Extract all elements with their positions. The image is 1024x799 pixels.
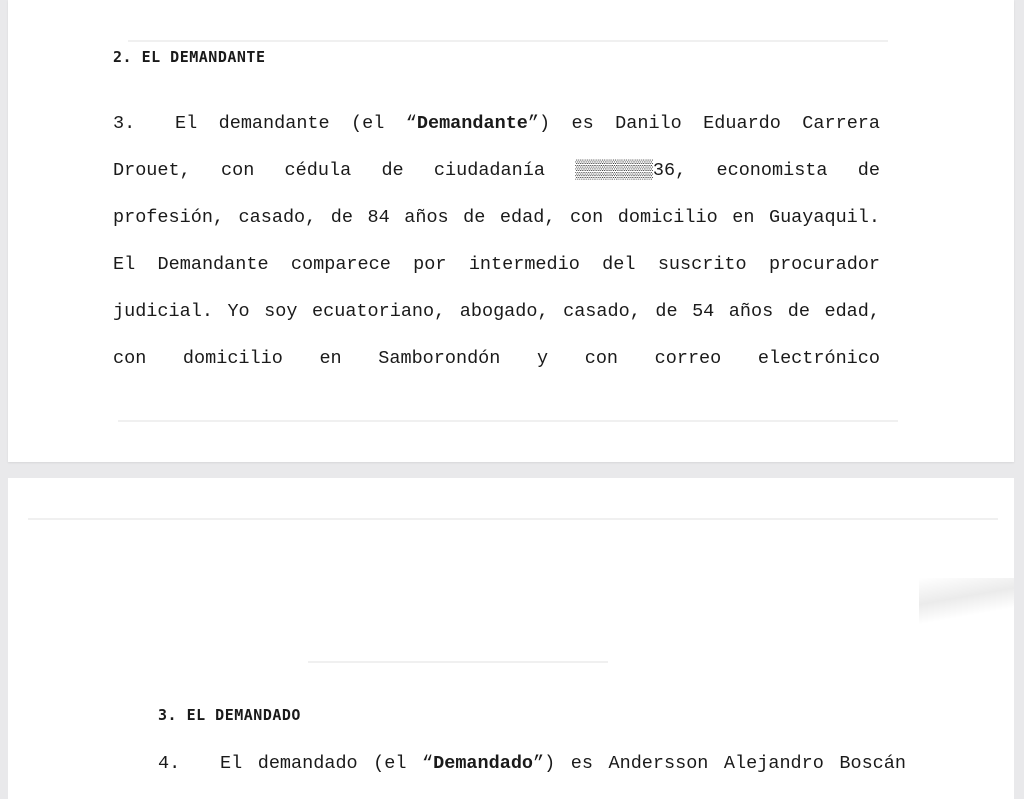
paragraph-3 (113, 100, 880, 382)
paragraph-line: Drouet, con cédula de ciudadanía ▒▒▒▒▒▒▒36, economista de (113, 160, 880, 181)
paragraph-line: judicial. Yo soy ecuatoriano, abogado, casado, de 54 años de edad, (113, 301, 880, 322)
paragraph-number: 4. (158, 753, 181, 774)
section-heading-demandado: 3. EL DEMANDADO (158, 706, 301, 724)
defined-term: Demandado (433, 753, 534, 774)
paragraph-line: 4. El demandado (el “Demandado”) es Andersson Alejandro Boscán (158, 740, 906, 787)
paragraph-line: con domicilio en Samborondón y con correo electrónico (113, 348, 880, 369)
paragraph-number: 3. (113, 113, 136, 134)
paragraph-line: El Demandante comparece por intermedio del suscrito procurador (113, 254, 880, 275)
scan-smudge (919, 578, 1014, 628)
defined-term: Demandante (416, 113, 528, 134)
paragraph-line: profesión, casado, de 84 años de edad, con domicilio en Guayaquil. (113, 207, 880, 228)
document-page-bottom (8, 478, 1014, 799)
paragraph-line: 3. El demandante (el “Demandante”) es Danilo Eduardo Carrera (113, 100, 880, 147)
section-heading-demandante: 2. EL DEMANDANTE (113, 48, 266, 66)
document-page-top (8, 0, 1014, 462)
paragraph-4 (158, 740, 906, 787)
